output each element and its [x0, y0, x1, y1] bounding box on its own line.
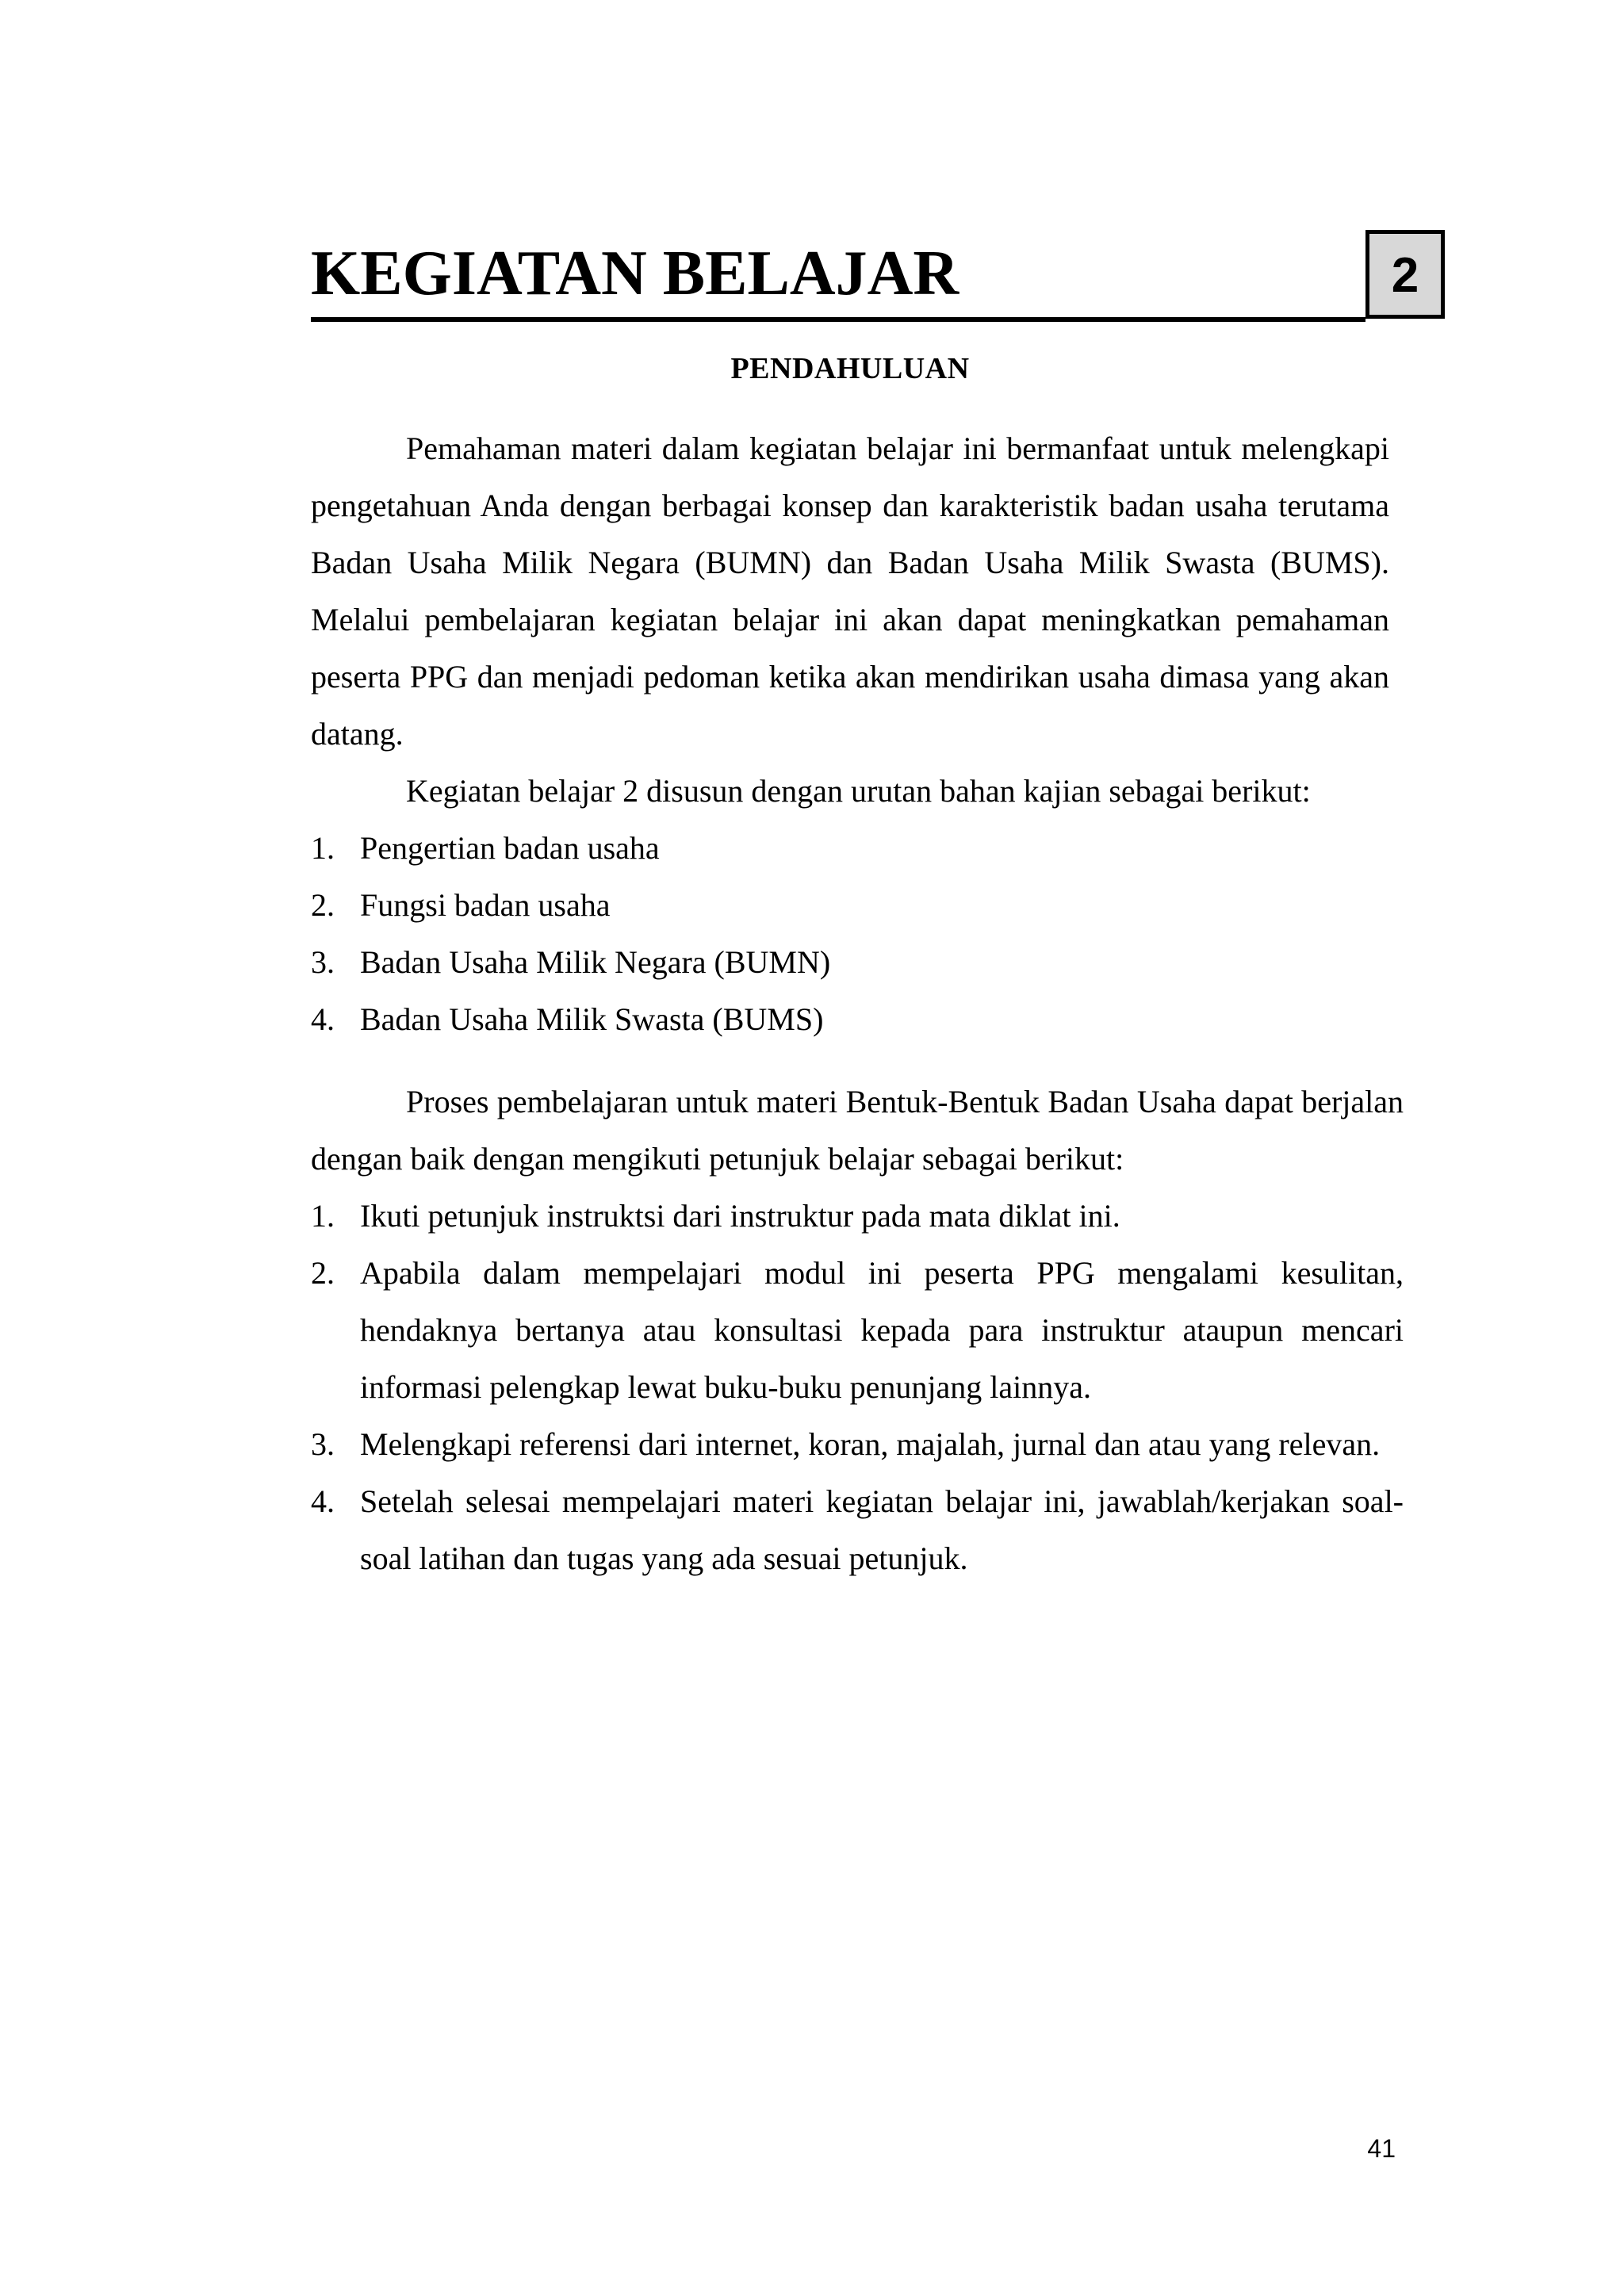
list-item-number: 3.	[311, 944, 335, 980]
list-item-number: 4.	[311, 1001, 335, 1037]
topics-intro-paragraph: Kegiatan belajar 2 disusun dengan urutan bahan kajian sebagai berikut:	[406, 773, 1311, 809]
list-item-number: 2.	[311, 887, 335, 923]
intro-paragraph: Pemahaman materi dalam kegiatan belajar ini bermanfaat untuk melengkapi pengetahuan Anda dengan berbagai konsep dan karakteristik badan usaha terutama Badan Usaha Milik Negara (BUMN) dan Badan Usaha Milik Swasta (BUMS). Melalui pembelajaran kegiatan belajar ini akan dapat meningkatkan pemahaman peserta PPG dan menjadi pedoman ketika akan mendirikan usaha dimasa yang akan datang.	[311, 430, 1389, 752]
list-item	[311, 991, 1404, 1048]
list-item	[311, 877, 1404, 934]
list-item-text: Fungsi badan usaha	[360, 887, 611, 923]
chapter-underline	[311, 317, 1365, 322]
chapter-number-box	[1365, 230, 1445, 319]
list-item-text: Ikuti petunjuk instruktsi dari instruktur pada mata diklat ini.	[360, 1198, 1120, 1234]
process-intro-paragraph: Proses pembelajaran untuk materi Bentuk-Bentuk Badan Usaha dapat berjalan dengan baik dengan mengikuti petunjuk belajar sebagai berikut:	[311, 1084, 1404, 1177]
topics-list	[311, 820, 1404, 1048]
list-item	[311, 1416, 1404, 1473]
list-item-number: 4.	[311, 1483, 335, 1519]
instructions-list	[311, 1188, 1404, 1587]
chapter-title: KEGIATAN BELAJAR	[311, 239, 959, 308]
list-item	[311, 1245, 1404, 1416]
list-item-text: Badan Usaha Milik Negara (BUMN)	[360, 944, 831, 980]
list-item-number: 1.	[311, 1198, 335, 1234]
list-item-text: Melengkapi referensi dari internet, koran, majalah, jurnal dan atau yang relevan.	[360, 1426, 1381, 1462]
list-item	[311, 820, 1404, 877]
chapter-header	[311, 230, 1453, 325]
chapter-number: 2	[1391, 248, 1419, 303]
list-item-number: 2.	[311, 1255, 335, 1291]
list-item-text: Setelah selesai mempelajari materi kegiatan belajar ini, jawablah/kerjakan soal-soal latihan dan tugas yang ada sesuai petunjuk.	[360, 1483, 1404, 1576]
list-item	[311, 934, 1404, 991]
list-item-text: Badan Usaha Milik Swasta (BUMS)	[360, 1001, 824, 1037]
list-item-text: Apabila dalam mempelajari modul ini peserta PPG mengalami kesulitan, hendaknya bertanya atau konsultasi kepada para instruktur ataupun mencari informasi pelengkap lewat buku-buku penunjang lainnya.	[360, 1255, 1404, 1405]
list-item	[311, 1473, 1404, 1587]
list-item-text: Pengertian badan usaha	[360, 830, 660, 866]
list-item-number: 3.	[311, 1426, 335, 1462]
list-item	[311, 1188, 1404, 1245]
list-item-number: 1.	[311, 830, 335, 866]
page-number: 41	[1367, 2134, 1396, 2163]
section-heading: PENDAHULUAN	[730, 352, 970, 385]
